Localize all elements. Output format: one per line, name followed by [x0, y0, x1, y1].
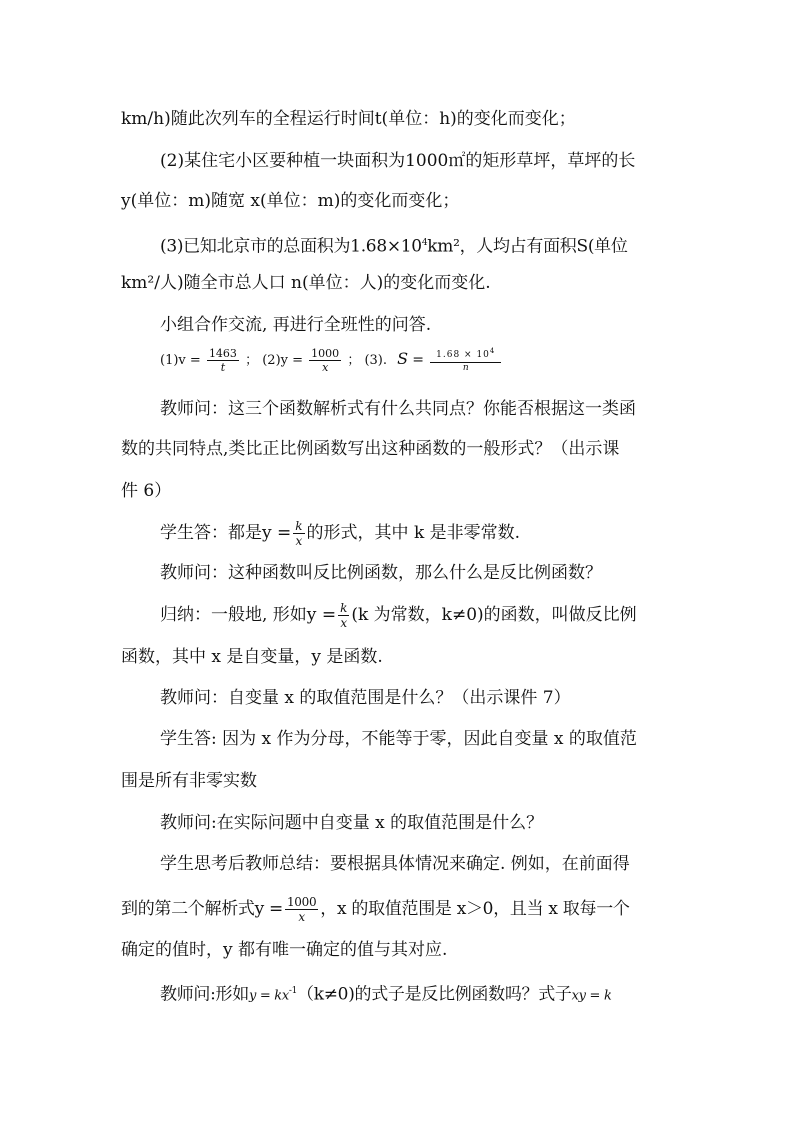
- text-line-22-expression: y = kx: [248, 988, 289, 1004]
- text-line-21: 确定的值时，y 都有唯一确定的值与其对应.: [121, 940, 448, 960]
- eq-part-1: (1)v =: [160, 353, 201, 368]
- text-line-6: 小组合作交流, 再进行全班性的问答.: [160, 315, 432, 335]
- fraction-3-numerator: [430, 348, 501, 363]
- text-line-11-part-a: 学生答：都是y =: [160, 523, 292, 543]
- fraction-k-over-x-2: [338, 602, 349, 629]
- text-line-22: [160, 980, 680, 1008]
- fraction-3-exponent: 4: [489, 347, 496, 355]
- fraction-1000-over-x-numerator: 1000: [286, 895, 317, 909]
- text-line-22-part-b: （k≠0)的式子是反比例函数吗？式子: [297, 984, 572, 1005]
- fraction-3-denominator: n: [462, 363, 469, 373]
- text-line-13-part-b: (k 为常数，k≠0)的函数，叫做反比例: [351, 605, 637, 625]
- eq-part-2: (2)y =: [262, 353, 304, 368]
- fraction-k-over-x-2-numerator: k: [340, 601, 348, 615]
- eq-separator-2: ；: [347, 353, 361, 368]
- text-line-22-part-a: 教师问:形如: [160, 984, 249, 1005]
- fraction-k-over-x-2-denominator: x: [340, 616, 348, 630]
- text-line-20: [121, 896, 681, 923]
- eq-separator-1: ；: [245, 353, 259, 368]
- text-line-4-part-a: (3)已知北京市的总面积为1.68×10: [160, 236, 422, 257]
- text-line-14: 函数，其中 x 是自变量，y 是函数.: [121, 647, 383, 667]
- equation-line: [160, 348, 680, 373]
- fraction-1: [207, 348, 239, 373]
- text-line-20-part-a: 到的第二个解析式y =: [121, 899, 283, 919]
- text-line-11: [160, 520, 680, 547]
- text-line-22-expression-2: xy = k: [571, 988, 612, 1004]
- eq-s-variable: S: [397, 349, 409, 368]
- text-line-11-part-b: 的形式，其中 k 是非零常数.: [306, 523, 521, 543]
- eq-part-3: (3).: [364, 353, 388, 368]
- text-line-20-part-b: ，x 的取值范围是 x＞0，且当 x 取每一个: [320, 899, 630, 919]
- fraction-1000-over-x: [285, 896, 318, 923]
- text-line-22-exponent: -1: [288, 986, 298, 996]
- text-line-4-part-b: km²，人均占有面积S(单位: [427, 236, 628, 257]
- text-line-4-exponent: 4: [421, 238, 428, 248]
- fraction-3-numerator-base: 1.68 × 10: [436, 350, 490, 360]
- fraction-3: [430, 348, 501, 373]
- fraction-1-numerator: 1463: [208, 347, 237, 360]
- text-line-1: km/h)随此次列车的全程运行时间t(单位：h)的变化而变化；: [121, 109, 576, 129]
- text-line-3: y(单位：m)随宽 x(单位：m)的变化而变化；: [121, 191, 460, 211]
- fraction-1-denominator: t: [220, 361, 226, 374]
- text-line-13-part-a: 归纳：一般地, 形如y =: [160, 605, 337, 625]
- text-line-9: 数的共同特点,类比正比例函数写出这种函数的一般形式？（出示课: [121, 439, 620, 459]
- text-line-15: 教师问：自变量 x 的取值范围是什么？（出示课件 7）: [160, 688, 571, 708]
- fraction-2: [309, 348, 341, 373]
- text-line-10: 件 6）: [121, 481, 172, 501]
- text-line-5: km²/人)随全市总人口 n(单位：人)的变化而变化.: [121, 273, 491, 293]
- text-line-18: 教师问:在实际问题中自变量 x 的取值范围是什么？: [160, 813, 544, 833]
- text-line-4: [160, 232, 680, 258]
- fraction-2-numerator: 1000: [311, 347, 340, 360]
- text-line-16: 学生答: 因为 x 作为分母，不能等于零，因此自变量 x 的取值范: [160, 729, 637, 749]
- fraction-k-over-x-1: [293, 520, 304, 547]
- eq-s-equals: =: [412, 352, 424, 368]
- fraction-1000-over-x-denominator: x: [298, 910, 305, 924]
- text-line-2: (2)某住宅小区要种植一块面积为1000㎡的矩形草坪，草坪的长: [160, 151, 636, 171]
- text-line-17: 围是所有非零实数: [121, 771, 257, 791]
- fraction-2-denominator: x: [322, 361, 329, 374]
- fraction-k-over-x-1-numerator: k: [295, 519, 303, 533]
- text-line-12: 教师问：这种函数叫反比例函数，那么什么是反比例函数？: [160, 563, 602, 583]
- text-line-13: [160, 602, 680, 629]
- fraction-k-over-x-1-denominator: x: [295, 534, 303, 548]
- text-line-8: 教师问：这三个函数解析式有什么共同点？你能否根据这一类函: [160, 399, 636, 419]
- text-line-19: 学生思考后教师总结：要根据具体情况来确定. 例如，在前面得: [160, 854, 630, 874]
